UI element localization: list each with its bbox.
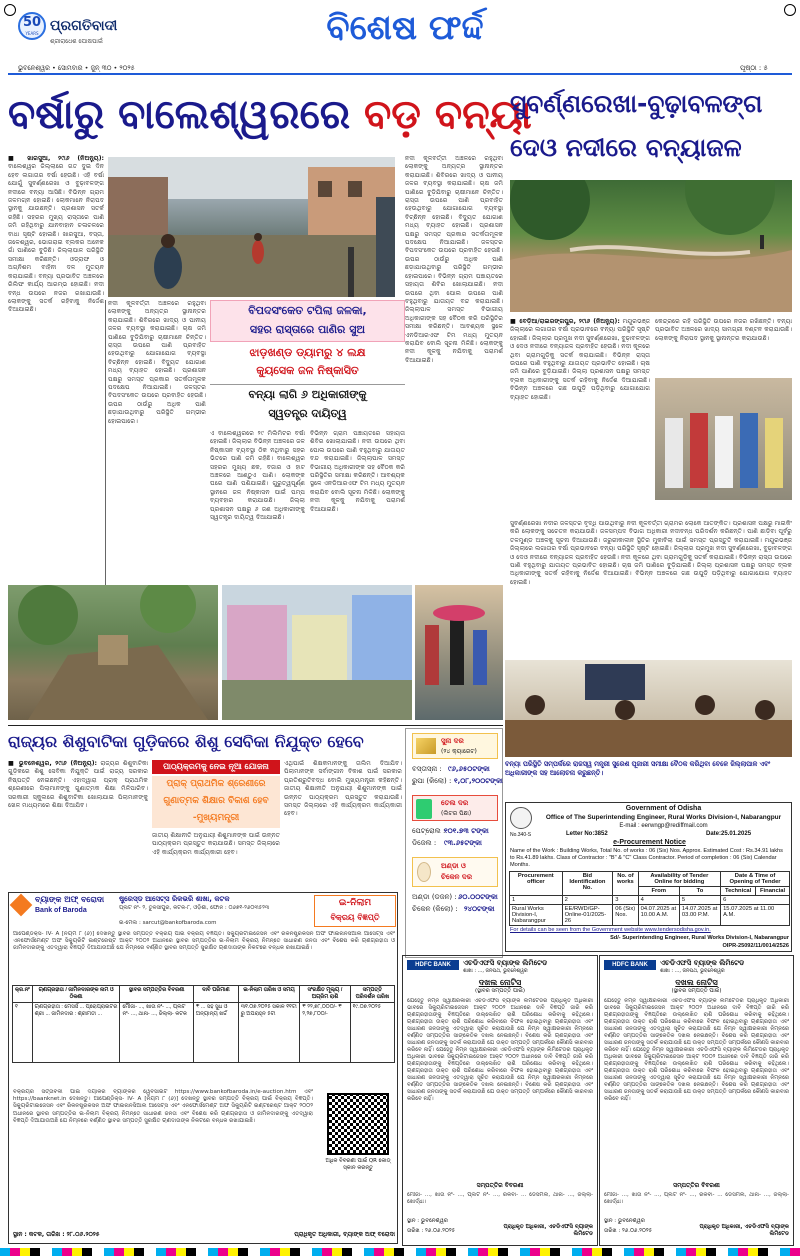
paper-name: ପ୍ରଗତିବାଦୀ (50, 18, 118, 34)
table-header: କ୍ର.ନଂ (13, 986, 33, 1003)
bob-qr-code[interactable] (327, 1093, 389, 1155)
hdfc-schedule: ମୌଜା- ..., ଖାତା ନଂ- ..., ପ୍ଲଟ ନଂ- ..., ରକବା- ... ଡେସିମିଲ, ଥାନା- ..., ଜିଲ୍ଲା- ଖୋର୍ଦ୍ଧା। (407, 1192, 593, 1205)
market-box (405, 728, 503, 958)
govt-notice (505, 802, 792, 952)
second-headline (510, 82, 792, 174)
egg-label: ଅଣ୍ଡା ଓ (441, 862, 466, 870)
photo-caption: ବନ୍ୟା ପରିସ୍ଥିତି ସମ୍ପର୍କରେ ରାଜସ୍ୱ ମନ୍ତ୍ରୀ ସୁରେଶ ପୂଜାରୀ ସମୀକ୍ଷା ବୈଠକ କରିଥିବା ବେଳେ ଜିଲ୍ଲାପାଳ ଏବଂ ଅଧିକାରୀଙ୍କ ସହ ଆଲୋଚନା କରୁଛନ୍ତି। (505, 760, 771, 777)
people-wading-photo (415, 585, 503, 720)
gold-sub: (୨୪ କ୍ୟାରେଟ) (441, 748, 477, 755)
table-header: Availability of Tender Online for bidding (638, 872, 720, 887)
bob-name-odia: ବ୍ୟାଙ୍କ ଅଫ୍ ବରୋଦା (35, 895, 105, 904)
govt-header1: Government of Odisha (625, 805, 702, 812)
hdfc-body-text: ଯେହେତୁ ନିମ୍ନ ସ୍ୱାକ୍ଷରକାରୀ ଏଚଡିଏଫସି ବ୍ୟାଙ୍କ ଲିମିଟେଡର ପ୍ରାଧିକୃତ ଅଧିକାରୀ ଭାବରେ ସିକ୍ୟୁରିଟାଇଜେସନ ଆକ୍ଟ ୨୦୦୨ ଅଧୀନରେ ଦାବି ବିଜ୍ଞପ୍ତି ଜାରି କରି ଋଣଗ୍ରହୀତାଙ୍କୁ ବିଜ୍ଞପ୍ତିରେ ଉଲ୍ଲେଖିତ ରାଶି ପରିଶୋଧ କରିବାକୁ କହିଥିଲେ। ଋଣଗ୍ରହୀତା ଉକ୍ତ ରାଶି ପରିଶୋଧ କରିବାରେ ବିଫଳ ହୋଇଥିବାରୁ ଋଣଗ୍ରହୀତା ଏବଂ ସାଧାରଣ ଜନତାଙ୍କୁ ଏତଦ୍ୱାରା ସୂଚିତ କରାଯାଉଛି ଯେ ନିମ୍ନ ସ୍ୱାକ୍ଷରକାରୀ ନିମ୍ନରେ ବର୍ଣ୍ଣିତ ସମ୍ପତ୍ତିର ସାଙ୍କେତିକ ଦଖଲ ନେଇଛନ୍ତି। ବିଶେଷ କରି ଋଣଗ୍ରହୀତା ଏବଂ ସାଧାରଣ ଜନତାଙ୍କୁ ସତର୍କ କରାଯାଉଛି ଯେ ଉକ୍ତ ସମ୍ପତ୍ତି ସମ୍ପର୍କରେ କୌଣସି କାରବାର କରିବେ ନାହିଁ। (407, 998, 593, 1053)
govt-header2: Office of The Superintending Engineer, Rural Works Division-I, Nabarangpur (545, 814, 782, 821)
embankment-svg (8, 585, 218, 720)
third-kicker: ପାଠ୍ୟକ୍ରମକୁ ନେଇ ନୂଆ ଯୋଜନା (152, 760, 280, 774)
lead-headline-highlight: ବଡ଼ ବନ୍ୟା (363, 92, 532, 138)
collapsed-embankment-photo (8, 585, 218, 720)
table-cell: ମୌଜା- ..., ଖାତା ନଂ- ..., ପ୍ଲଟ ନଂ- ..., ଥାନା- ..., ଜିଲ୍ଲା- କଟକ (120, 1003, 193, 1063)
silver-value: ୧,୦୮,୨୦୦ଟଙ୍କା (454, 777, 503, 785)
subhead-box-3 (210, 384, 405, 424)
egg-price-value: ୬୦.୦୦ଟଙ୍କା (458, 893, 498, 901)
bob-place-date: ସ୍ଥାନ : କଟକ, ତାରିଖ : ୨୮.୦୬.୨୦୨୫ (13, 1231, 100, 1238)
odisha-emblem-icon (510, 807, 532, 829)
lead-body-col2 (108, 300, 206, 600)
table-cell: 1 (510, 896, 563, 905)
river-flood-photo (510, 180, 792, 312)
table-cell: 06 (Six) Nos. (613, 905, 638, 926)
section-rule (8, 725, 503, 726)
second-headline-line1: ସୁବର୍ଣ୍ଣରେଖା-ବୁଢ଼ାବଳଙ୍ଗ (510, 89, 763, 118)
street-scene-svg (108, 157, 395, 297)
table-cell: EE/RWD/GP-Online-01/2025-26 (562, 905, 613, 926)
river-svg (510, 180, 792, 312)
govt-email: E-mail : eerwngp@rediffmail.com (619, 823, 708, 829)
bob-signatory: ପ୍ରାଧିକୃତ ଅଧିକାରୀ, ବ୍ୟାଙ୍କ ଅଫ୍ ବରୋଦା (294, 1231, 395, 1238)
lead-lead-in: ■ ଖାରସୁଆ, ୨୯ା୬ (ନିଅନ୍ୟୁ): (8, 155, 104, 162)
third-headline: ରାଜ୍ୟର ଶିଶୁବାଟିକା ଗୁଡ଼ିକରେ ଶିଶୁ ସେବିକା ନିଯୁକ୍ତ ହେବେ (8, 732, 364, 751)
govt-oipr: OIPR-25092/11/0014/2526 (722, 943, 789, 949)
table-cell: ୧୯.୦୭.୨୦୨୫ (350, 1003, 394, 1063)
hdfc-schedule-title: ସମ୍ପତ୍ତିର ବିବରଣୀ (673, 1182, 720, 1189)
paper-logo (18, 12, 168, 52)
hdfc-notice-sub: (ସ୍ଥାବର ସମ୍ପତ୍ତି ପାଇଁ) (474, 988, 526, 994)
silver-label: ରୁପା (କିଲୋ) : (412, 777, 452, 785)
table-cell: 04.07.2025 at 10.00 A.M. (638, 905, 679, 926)
hdfc-title: ଏଚଡିଏଫସି ବ୍ୟାଙ୍କ ଲିମିଟେଡ (463, 959, 548, 967)
table-cell: 4 (638, 896, 679, 905)
bob-terms (13, 1089, 313, 1229)
govt-body: Name of the Work : Building Works, Total No. of works : 06 (Six) Nos. Approx. Estimated Cost : Rs.34.91 lakhs to Rs.41.89 lakhs. Class of Contractor : "B" & "C" Class Contractor. Period of completion : 06 (Six) Calendar Months. (510, 848, 783, 868)
table-cell: 6 (721, 896, 790, 905)
fuel-label: ତେଲ ଦର (441, 799, 469, 807)
second-body-col1 (510, 318, 650, 518)
bob-auction-title (314, 895, 396, 927)
lead-body-col5 (405, 155, 503, 595)
second-body-text-extra: ମୟୂରଭଞ୍ଜ ଜିଲ୍ଲାରେ ଲଗାତାର ବର୍ଷା ପ୍ରଭାବରେ ବନ୍ୟା ପରିସ୍ଥିତି ସୃଷ୍ଟି ହୋଇଛି। ଜିଲ୍ଲାର ପ୍ରମୁଖ ନଦୀ ସୁବର୍ଣ୍ଣରେଖା, ବୁଢ଼ାବଳଙ୍ଗ ଓ ଦେଓ ନଦୀରେ ବନ୍ୟାଜଳ ପ୍ରବାହିତ ହେଉଛି। ନଦୀ କୂଳରେ ଥିବା ଗ୍ରାମଗୁଡ଼ିକୁ ସତର୍କ କରାଯାଇଛି। ବିଭିନ୍ନ ରାସ୍ତା ଉପରେ ପାଣି ବହୁଥିବାରୁ ଯାତାୟତ ପ୍ରଭାବିତ ହୋଇଛି। ଚାଷ ଜମି ପାଣିରେ ବୁଡ଼ିଯାଇଛି। ଜିଲ୍ଲା ପ୍ରଶାସନ ପକ୍ଷରୁ ସମସ୍ତ ବ୍ଲକ ଅଧିକାରୀଙ୍କୁ ସତର୍କ ରହିବାକୁ ନିର୍ଦ୍ଦେଶ ଦିଆଯାଇଛି। ବିଭିନ୍ନ ଅଞ୍ଚଳରେ ଗଛ ଉପୁଡ଼ି ପଡ଼ିଥିବାରୁ ଯୋଗାଯୋଗ ବ୍ୟାହତ ହୋଇଛି। (510, 536, 792, 586)
subhead-2-line2: କ୍ୟୁସେକ ଜଳ ନିଷ୍କାସିତ (256, 364, 359, 377)
subhead-1-line1: ବିପଦସଂକେତ ଟପିଲା ଜଳକା, (248, 304, 367, 317)
hdfc-body-text-extra: ଯେହେତୁ ନିମ୍ନ ସ୍ୱାକ୍ଷରକାରୀ ଏଚଡିଏଫସି ବ୍ୟାଙ୍କ ଲିମିଟେଡର ପ୍ରାଧିକୃତ ଅଧିକାରୀ ଭାବରେ ସିକ୍ୟୁରିଟାଇଜେସନ ଆକ୍ଟ ୨୦୦୨ ଅଧୀନରେ ଦାବି ବିଜ୍ଞପ୍ତି ଜାରି କରି ଋଣଗ୍ରହୀତାଙ୍କୁ ବିଜ୍ଞପ୍ତିରେ ଉଲ୍ଲେଖିତ ରାଶି ପରିଶୋଧ କରିବାକୁ କହିଥିଲେ। ଋଣଗ୍ରହୀତା ଉକ୍ତ ରାଶି ପରିଶୋଧ କରିବାରେ ବିଫଳ ହୋଇଥିବାରୁ ଋଣଗ୍ରହୀତା ଏବଂ ସାଧାରଣ ଜନତାଙ୍କୁ ଏତଦ୍ୱାରା ସୂଚିତ କରାଯାଉଛି ଯେ ନିମ୍ନ ସ୍ୱାକ୍ଷରକାରୀ ନିମ୍ନରେ ବର୍ଣ୍ଣିତ ସମ୍ପତ୍ତିର ସାଙ୍କେତିକ ଦଖଲ ନେଇଛନ୍ତି। ବିଶେଷ କରି ଋଣଗ୍ରହୀତା ଏବଂ ସାଧାରଣ ଜନତାଙ୍କୁ ସତର୍କ କରାଯାଉଛି ଯେ ଉକ୍ତ ସମ୍ପତ୍ତି ସମ୍ପର୍କରେ କୌଣସି କାରବାର କରିବେ ନାହିଁ। (604, 1047, 789, 1102)
bob-branch-addr: ପ୍ଲଟ ନଂ- ୨, ତୁଳସୀପୁର, କଟକ-୮, ଓଡ଼ିଶା, ଫୋନ : ୦୬୭୧-୨୬୦୩୫୨୩ (119, 905, 270, 911)
page-label: ପୃଷ୍ଠା : ୫ (740, 64, 768, 72)
lead-body-text: ବିଭିନ୍ନ ଗ୍ରାମ ପଞ୍ଚାୟତରେ ସହାୟତା ଶିବିର ଖୋଲାଯାଇଛି। ନଦୀ ଉପରେ ଥିବା ପୋଲ ଉପରେ ପାଣି ବହୁଥିବାରୁ ଯାତାୟତ ବନ୍ଦ କରାଯାଇଛି। ଜିଲ୍ଲାପାଳ ସମସ୍ତ ବିଭାଗୀୟ ଅଧିକାରୀଙ୍କ ସହ ବୈଠକ କରି ପରିସ୍ଥିତିର ସମୀକ୍ଷା କରିଛନ୍ତି। ଆବଶ୍ୟକ ସ୍ଥଳେ ଏନଡିଆରଏଫ ଟିମ ମଧ୍ୟ ମୁତୟନ କରାଯିବ ବୋଲି ସୂଚନା ମିଳିଛି। ଲୋକଙ୍କୁ ନଦୀ କୂଳକୁ ନଯିବାକୁ ପରାମର୍ଶ ଦିଆଯାଇଛି। (310, 430, 405, 513)
fuel-pump-icon (416, 799, 432, 819)
table-cell: ଋଣଗ୍ରହୀତା : ମେସର୍ସ ... ପ୍ରୋପ୍ରାଇଟର ଶ୍ରୀ ... ଜାମିନଦାର : ଶ୍ରୀମତୀ ... (32, 1003, 120, 1063)
lead-body-text: ନଦୀ କୂଳବର୍ତ୍ତୀ ଅଞ୍ଚଳରେ ରହୁଥିବା ଲୋକଙ୍କୁ ଅନ୍ୟତ୍ର ସ୍ଥାନାନ୍ତର କରାଯାଇଛି। ଶିବିରରେ ଖାଦ୍ୟ ଓ ପାନୀୟ ଜଳର ବ୍ୟବସ୍ଥା କରାଯାଇଛି। ଚାଷ ଜମି ପାଣିରେ ବୁଡ଼ିଯିବାରୁ ଚାଷୀମାନେ ଚିନ୍ତିତ। ରାସ୍ତା ଉପରେ ପାଣି ପ୍ରବାହିତ ହେଉଥିବାରୁ ଯୋଗାଯୋଗ ବ୍ୟବସ୍ଥା ବିଚ୍ଛିନ୍ନ ହୋଇଛି। ବିଦ୍ୟୁତ ଯୋଗାଣ ମଧ୍ୟ ବ୍ୟାହତ ହୋଇଛି। ପ୍ରଶାସନ ପକ୍ଷରୁ ସମସ୍ତ ପ୍ରକାର ସତର୍କତାମୂଳକ ପଦକ୍ଷେପ ନିଆଯାଇଛି। ଜଳସ୍ତର ବିପଦସଂକେତ ଉପରେ ପ୍ରବାହିତ ହେଉଛି। ଉପର ଠାଉଁରୁ ଅଧିକ ପାଣି ଛଡ଼ାଯାଉଥିବାରୁ ପରିସ୍ଥିତି ଗମ୍ଭୀର ହୋଇପାରେ। (108, 300, 206, 425)
people-svg (415, 585, 503, 720)
table-cell: 5 (679, 896, 720, 905)
chicken-label: ଚିକେନ (କିଲୋ) : (412, 905, 458, 913)
hdfc-place: ସ୍ଥାନ : ଭୁବନେଶ୍ୱର (407, 1218, 448, 1224)
table-cell: 2 (562, 896, 613, 905)
hdfc-notice-1 (402, 955, 598, 1246)
gold-badge (412, 733, 498, 759)
govt-no-left: No.340-S (510, 832, 532, 838)
hdfc-logo-icon: HDFC BANK (407, 960, 459, 970)
anniversary-label: YEARS (25, 31, 39, 36)
table-header: No. of works (613, 872, 638, 896)
hdfc-sign: ପ୍ରାଧିକୃତ ଅଧିକାରୀ, ଏଚଡିଏଫସି ବ୍ୟାଙ୍କ ଲିମିଟେଡ (503, 1224, 593, 1237)
bob-auction-line2: ବିକ୍ରୟ ବିଜ୍ଞପ୍ତି (330, 913, 380, 922)
table-header: ସ୍ଥାବର ସମ୍ପତ୍ତିର ବିବରଣୀ (120, 986, 193, 1003)
column-rule (105, 300, 106, 600)
hdfc-date: ତାରିଖ : ୨୬.୦୬.୨୦୨୫ (604, 1228, 653, 1234)
bob-auction-line1: ଇ-ନିଲାମ (338, 898, 372, 908)
hdfc-body (407, 998, 593, 1178)
bob-property-table (12, 985, 395, 1063)
hdfc-sub: ଶାଖା : ..., ଜନପଥ, ଭୁବନେଶ୍ୱର (463, 968, 528, 974)
lead-body-text-extra: ବିଭିନ୍ନ ଗ୍ରାମ ପଞ୍ଚାୟତରେ ସହାୟତା ଶିବିର ଖୋଲାଯାଇଛି। ନଦୀ ଉପରେ ଥିବା ପୋଲ ଉପରେ ପାଣି ବହୁଥିବାରୁ ଯାତାୟତ ବନ୍ଦ କରାଯାଇଛି। ଜିଲ୍ଲାପାଳ ସମସ୍ତ ବିଭାଗୀୟ ଅଧିକାରୀଙ୍କ ସହ ବୈଠକ କରି ପରିସ୍ଥିତିର ସମୀକ୍ଷା କରିଛନ୍ତି। ଆବଶ୍ୟକ ସ୍ଥଳେ ଏନଡିଆରଏଫ ଟିମ ମଧ୍ୟ ମୁତୟନ କରାଯିବ ବୋଲି ସୂଚନା ମିଳିଛି। ଲୋକଙ୍କୁ ନଦୀ କୂଳକୁ ନଯିବାକୁ ପରାମର୍ଶ ଦିଆଯାଇଛି। (405, 272, 503, 364)
second-body-text: ସୁବର୍ଣ୍ଣରେଖା ନଦୀର ଜଳସ୍ତର ବୃଦ୍ଧି ପାଉଥିବାରୁ ନଦୀ କୂଳବର୍ତ୍ତୀ ଗ୍ରାମର ଲୋକେ ଆତଙ୍କିତ। ପ୍ରଶାସନ ପକ୍ଷରୁ ମାଇକିଂ କରି ଲୋକଙ୍କୁ ସଚେତନ କରାଯାଉଛି। ଜଳସମ୍ପଦ ବିଭାଗ ଅଧିକାରୀ ନଦୀବନ୍ଧ ପରିଦର୍ଶନ କରିଛନ୍ତି। ପାଣି ଛାଡ଼ିବା ପୂର୍ବରୁ ତଳମୁଣ୍ଡ ଅଞ୍ଚଳକୁ ସୂଚନା ଦିଆଯାଉଛି। ଜରୁରୀକାଳୀନ ସ୍ଥିତିର ମୁକାବିଲା ପାଇଁ ସମସ୍ତ ପ୍ରସ୍ତୁତି କରାଯାଇଛି। (510, 520, 792, 544)
fuel-sub: (ଲିଟର ପିଛା) (441, 810, 472, 817)
table-header: Technical (721, 887, 756, 896)
bob-name-en: Bank of Baroda (35, 907, 87, 914)
hdfc-sub: ଶାଖା : ..., ଜନପଥ, ଭୁବନେଶ୍ୱର (660, 968, 725, 974)
table-header: Bid Identification No. (562, 872, 613, 896)
second-body-col3 (510, 520, 792, 655)
third-highlight-box (152, 776, 280, 828)
second-lead-in: ■ ବେଡ଼ିଆ/ରାଇରଙ୍ଗପୁର, ୨୯ା୬ (ନିଅନ୍ୟୁ): (510, 318, 620, 325)
subhead-3-line1: ବନ୍ୟା ଲାଗି ୬ ଅଧିକାରୀଙ୍କୁ (248, 388, 367, 401)
govt-sign: Sd/- Superintending Engineer, Rural Works Division-I, Nabarangpur (610, 935, 789, 941)
hdfc-place: ସ୍ଥାନ : ଭୁବନେଶ୍ୱର (604, 1218, 645, 1224)
bob-terms-text: ବିକ୍ରୟର ସର୍ତ୍ତାବଳୀ ପାଇଁ ଦୟାକରି ବ୍ୟାଙ୍କର ୱେବସାଇଟ https://www.bankofbaroda.in/e-auction.htm ଏବଂ https://baanknet.in ଦେଖନ୍ତୁ। (13, 1089, 313, 1103)
govt-date: Date:25.01.2025 (706, 831, 752, 837)
diesel-label: ଡିଜେଲ : (412, 839, 437, 847)
houses-svg (222, 585, 412, 720)
masthead-rule (8, 73, 792, 75)
lead-body-text: ବାଲେଶ୍ୱର ଜିଲ୍ଲାରେ ଗତ ଦୁଇ ଦିନ ହେବ ଲଗାତାର ବର୍ଷା ହେଉଛି। ଏହି ବର୍ଷା ଯୋଗୁଁ ସୁବର୍ଣ୍ଣରେଖା ଓ ବୁଢ଼ାବଳଙ୍ଗ ନଦୀରେ ବନ୍ୟା ଆସିଛି। ବିଭିନ୍ନ ଗ୍ରାମ ଜଳମଗ୍ନ ହୋଇଛି। ଲୋକମାନେ ନିରାପଦ ସ୍ଥାନକୁ ଯାଉଛନ୍ତି। ପ୍ରଶାସନ ସତର୍କ ରହିଛି। ସହରର ମୁଖ୍ୟ ରାସ୍ତାରେ ପାଣି ଜମି ରହିଥିବାରୁ ଯାନବାହାନ ଚଳାଚଳରେ ବାଧା ସୃଷ୍ଟି ହୋଇଛି। ଖାରସୁଆ, ବସ୍ତା, ଜଳେଶ୍ୱର, ଭୋଗରାଇ ବ୍ଲକର ଅନେକ ଗାଁ ପାଣିରେ ବୁଡ଼ିଛି। ଜିଲ୍ଲାପାଳ ପରିସ୍ଥିତି ସମୀକ୍ଷା କରିଛନ୍ତି। ଓଡ୍ରାଫ ଓ ଅଗ୍ନିଶମ ବାହିନୀ ଦଳ ମୁତୟନ କରାଯାଇଛି। ବନ୍ୟା ପ୍ରଭାବିତ ଅଞ୍ଚଳରେ ରିଲିଫ କାର୍ଯ୍ୟ ଆରମ୍ଭ ହୋଇଛି। ନଦୀ ବନ୍ଧ ଉପରେ ନଜର ରଖାଯାଉଛି। ଲୋକଙ୍କୁ ସତର୍କ ରହିବାକୁ ନିର୍ଦ୍ଦେଶ ଦିଆଯାଇଛି। (8, 163, 104, 314)
third-highlight-line1: ପ୍ରାକ୍ ପ୍ରାଥମିକ ଶ୍ରେଣୀରେ (166, 779, 266, 789)
hdfc-title: ଏଚଡିଏଫସି ବ୍ୟାଙ୍କ ଲିମିଟେଡ (660, 959, 745, 967)
subhead-2-line1: ଝାଡ଼ଖଣ୍ଡ ଡ୍ୟାମରୁ ୪ ଲକ୍ଷ (249, 346, 366, 359)
subhead-box-2 (210, 344, 405, 382)
table-cell: ₹ ... ସହ ସୁଧ ଓ ଅନ୍ୟାନ୍ୟ ଖର୍ଚ୍ଚ (193, 1003, 238, 1063)
bob-branch-title: ଷ୍ଟ୍ରେସ୍ଡ ଆସେଟ୍ସ ରିକଭରି ଶାଖା, କଟକ (119, 895, 230, 903)
table-header: Date & Time of Opening of Tender (721, 872, 790, 887)
dateline: ଭୁବନେଶ୍ୱର • ସୋମବାର • ଜୁନ୍ ୩୦ • ୨୦୨୫ (18, 64, 135, 72)
flooded-street-photo (108, 157, 395, 297)
table-header: Procurement officer (510, 872, 563, 896)
officials-svg (655, 378, 792, 500)
anniversary-badge (18, 12, 46, 40)
govt-title: e-Procurement Notice (613, 839, 686, 846)
hdfc-sign: ପ୍ରାଧିକୃତ ଅଧିକାରୀ, ଏଚଡିଏଫସି ବ୍ୟାଙ୍କ ଲିମିଟେଡ (699, 1224, 789, 1237)
third-body-text: ଏଥିପାଇଁ ଶିକ୍ଷକମାନଙ୍କୁ ତାଲିମ ଦିଆଯିବ। ପିଲାମାନଙ୍କ ସର୍ବାଙ୍ଗୀନ ବିକାଶ ପାଇଁ ସରକାର ପ୍ରତିଶ୍ରୁତିବଦ୍ଧ ବୋଲି ମୁଖ୍ୟମନ୍ତ୍ରୀ କହିଛନ୍ତି। (284, 760, 402, 784)
waterlogged-houses-photo (222, 585, 412, 720)
egg-price-label: ଅଣ୍ଡା (ଡଜନ) : (412, 893, 457, 901)
gold-price-label: ବସ୍ତାସ୍ନା : (412, 765, 442, 773)
third-body-text: ରାଜ୍ୟର ଶିଶୁବାଟିକା ଗୁଡ଼ିକରେ ଶିଶୁ ସେବିକା ନିଯୁକ୍ତି ପାଇଁ ରାଜ୍ୟ ସରକାର ନିଷ୍ପତ୍ତି ନେଇଛନ୍ତି। ଏହାଦ୍ୱାରା ପ୍ରାକ୍ ପ୍ରାଥମିକ ଶ୍ରେଣୀରେ ପିଲାମାନଙ୍କୁ ଗୁଣାତ୍ମକ ଶିକ୍ଷା ମିଳିପାରିବ। ସରକାରୀ ସ୍କୁଲରେ ଶିଶୁବାଟିକା ଖୋଲାଯାଇ ପିଲାମାନଙ୍କୁ ଖେଳ ମାଧ୍ୟମରେ ଶିକ୍ଷା ଦିଆଯିବ। (8, 760, 148, 810)
lead-body-col3 (210, 430, 305, 580)
third-body-col3 (284, 760, 402, 888)
gold-label: ସୁନା ଦର (441, 737, 464, 745)
third-body-text: ଜାତୀୟ ଶିକ୍ଷାନୀତି ଅନୁଯାୟୀ ଶିଶୁମାନଙ୍କ ପାଇଁ ଉନ୍ନତ ପାଠ୍ୟକ୍ରମ ପ୍ରସ୍ତୁତ କରାଯାଉଛି। ସମସ୍ତ ଜିଲ୍ଲାରେ ଏହି କାର୍ଯ୍ୟକ୍ରମ କାର୍ଯ୍ୟକାରୀ ହେବ। (152, 832, 280, 856)
hdfc-logo-icon: HDFC BANK (604, 960, 656, 970)
gold-price-value: ୯୬,୬୫୦ଟଙ୍କା (448, 765, 490, 773)
subhead-1-line2: ସହର ରାସ୍ତାରେ ପାଣିର ସୁଅ (249, 323, 366, 336)
egg-badge (412, 857, 498, 887)
hdfc-body-text: ଯେହେତୁ ନିମ୍ନ ସ୍ୱାକ୍ଷରକାରୀ ଏଚଡିଏଫସି ବ୍ୟାଙ୍କ ଲିମିଟେଡର ପ୍ରାଧିକୃତ ଅଧିକାରୀ ଭାବରେ ସିକ୍ୟୁରିଟାଇଜେସନ ଆକ୍ଟ ୨୦୦୨ ଅଧୀନରେ ଦାବି ବିଜ୍ଞପ୍ତି ଜାରି କରି ଋଣଗ୍ରହୀତାଙ୍କୁ ବିଜ୍ଞପ୍ତିରେ ଉଲ୍ଲେଖିତ ରାଶି ପରିଶୋଧ କରିବାକୁ କହିଥିଲେ। ଋଣଗ୍ରହୀତା ଉକ୍ତ ରାଶି ପରିଶୋଧ କରିବାରେ ବିଫଳ ହୋଇଥିବାରୁ ଋଣଗ୍ରହୀତା ଏବଂ ସାଧାରଣ ଜନତାଙ୍କୁ ଏତଦ୍ୱାରା ସୂଚିତ କରାଯାଉଛି ଯେ ନିମ୍ନ ସ୍ୱାକ୍ଷରକାରୀ ନିମ୍ନରେ ବର୍ଣ୍ଣିତ ସମ୍ପତ୍ତିର ସାଙ୍କେତିକ ଦଖଲ ନେଇଛନ୍ତି। ବିଶେଷ କରି ଋଣଗ୍ରହୀତା ଏବଂ ସାଧାରଣ ଜନତାଙ୍କୁ ସତର୍କ କରାଯାଉଛି ଯେ ଉକ୍ତ ସମ୍ପତ୍ତି ସମ୍ପର୍କରେ କୌଣସି କାରବାର କରିବେ ନାହିଁ। (604, 998, 789, 1053)
bob-terms-extra: ଆପେଣ୍ଡିକ୍ସ- IV- A [ନିୟମ ୮ (୬)] ଦେଖନ୍ତୁ ସ୍ଥାବର ସମ୍ପତ୍ତି ବିକ୍ରୟ ପାଇଁ ବିକ୍ରୟ ବିଜ୍ଞପ୍ତି। ସିକ୍ୟୁରିଟାଇଜେସନ ଏବଂ ରିକନଷ୍ଟ୍ରକସନ ଅଫ ଫାଇନାନସିଆଲ ଆସେଟ୍ସ ଏବଂ ଏନଫୋର୍ସମେଣ୍ଟ ଅଫ ସିକ୍ୟୁରିଟି ଇଣ୍ଟରେଷ୍ଟ ଆକ୍ଟ ୨୦୦୨ ଅଧୀନରେ ସ୍ଥାବର ସମ୍ପତ୍ତିର ଇ-ନିଲାମ ବିକ୍ରୟ ନିମନ୍ତେ ସାଧାରଣ ଜନତା ଏବଂ ବିଶେଷ କରି ଋଣଗ୍ରହୀତା ଓ ଜାମିନଦାରଙ୍କୁ ଏତଦ୍ୱାରା ବିଜ୍ଞପ୍ତି ଦିଆଯାଉଅଛି ଯେ ନିମ୍ନରେ ବର୍ଣ୍ଣିତ ସ୍ଥାବର ସମ୍ପତ୍ତି ସୁରକ୍ଷିତ ଋଣଦାତାଙ୍କ ନିକଟରେ ବନ୍ଧକ ରଖାଯାଇଛି। (13, 1096, 313, 1124)
lead-body-text: ଏ ବାଲେଶ୍ୱରରେ ୨୯ ମିଲିମିଟର ବର୍ଷା ହୋଇଛି। ଜିଲ୍ଲାର ବିଭିନ୍ନ ଅଞ୍ଚଳରେ ଜଳ ନିଷ୍କାସନ ବ୍ୟବସ୍ଥା ଠିକ ନଥିବାରୁ ସହର ଭିତରେ ପାଣି ଜମି ରହିଛି। ବାଲେଶ୍ୱର ସହରର ମୁଖ୍ୟ ଛକ, ବଜାର ଓ ହାଟ ଅଞ୍ଚଳରେ ଆଣ୍ଠୁଏ ପାଣି। ଲୋକଙ୍କ ଘରେ ପାଣି ପଶିଯାଇଛି। ଗୁରୁତ୍ୱପୂର୍ଣ୍ଣ ସ୍ଥାନରେ ଜଳ ନିଷ୍କାସନ ପାଇଁ ପମ୍ପ ବ୍ୟବହାର କରାଯାଉଛି। ଜିଲ୍ଲା ପ୍ରଶାସନ ପକ୍ଷରୁ ୬ ଜଣ ଅଧିକାରୀଙ୍କୁ ସ୍ୱତନ୍ତ୍ର ଦାୟିତ୍ୱ ଦିଆଯାଇଛି। (210, 430, 305, 522)
table-header: ଋଣଗ୍ରହୀତା / ଜାମିନଦାରଙ୍କ ନାମ ଓ ଠିକଣା (32, 986, 120, 1003)
hdfc-notice-sub: (ସ୍ଥାବର ସମ୍ପତ୍ତି ପାଇଁ) (671, 988, 722, 994)
govt-letter-no: Letter No:3852 (566, 831, 608, 837)
third-body-col2 (152, 832, 280, 888)
diesel-value: ୯୩.୬୫ଟଙ୍କା (444, 839, 482, 847)
second-body-col2 (655, 318, 792, 373)
lead-body-col4 (310, 430, 405, 580)
fuel-badge (412, 795, 498, 821)
officials-photo (655, 378, 792, 500)
second-body-text: କେନ୍ଦ୍ରରେ ରହି ପରିସ୍ଥିତି ଉପରେ ନଜର ରଖିଛନ୍ତି। ବନ୍ୟା ପ୍ରଭାବିତ ଅଞ୍ଚଳରେ ଖାଦ୍ୟ ସାମଗ୍ରୀ ବଣ୍ଟନ କରାଯାଉଛି। ଲୋକଙ୍କୁ ନିରାପଦ ସ୍ଥାନକୁ ସ୍ଥାନାନ୍ତର କରାଯାଉଛି। (655, 318, 792, 342)
hdfc-notice-title: ଦଖଲ ନୋଟିସ (478, 978, 522, 987)
hdfc-schedule-title: ସମ୍ପତ୍ତିର ବିବରଣୀ (476, 1182, 524, 1189)
table-header: ଇ-ନିଲାମ ତାରିଖ ଓ ସମୟ (238, 986, 300, 1003)
color-calibration-bar (0, 1248, 800, 1256)
govt-tender-table (509, 871, 790, 926)
table-cell: ୧ (13, 1003, 33, 1063)
third-highlight-line2: ଗୁଣାତ୍ମକ ଶିକ୍ଷାର ବିକାଶ ହେବ (163, 796, 269, 806)
table-header: ସମ୍ପତ୍ତି ପରିଦର୍ଶନ ତାରିଖ (350, 986, 394, 1003)
hdfc-schedule: ମୌଜା- ..., ଖାତା ନଂ- ..., ପ୍ଲଟ ନଂ- ..., ରକବା- ... ଡେସିମିଲ, ଥାନା- ..., ଜିଲ୍ଲା- ଖୋର୍ଦ୍ଧା। (604, 1192, 789, 1205)
petrol-value: ୧୦୧.୭୩ ଟଙ୍କା (444, 827, 489, 835)
petrol-label: ପେଟ୍ରୋଲ : (412, 827, 446, 835)
second-body-text: ମୟୂରଭଞ୍ଜ ଜିଲ୍ଲାରେ ଲଗାତାର ବର୍ଷା ପ୍ରଭାବରେ ବନ୍ୟା ପରିସ୍ଥିତି ସୃଷ୍ଟି ହୋଇଛି। ଜିଲ୍ଲାର ପ୍ରମୁଖ ନଦୀ ସୁବର୍ଣ୍ଣରେଖା, ବୁଢ଼ାବଳଙ୍ଗ ଓ ଦେଓ ନଦୀରେ ବନ୍ୟାଜଳ ପ୍ରବାହିତ ହେଉଛି। ନଦୀ କୂଳରେ ଥିବା ଗ୍ରାମଗୁଡ଼ିକୁ ସତର୍କ କରାଯାଇଛି। ବିଭିନ୍ନ ରାସ୍ତା ଉପରେ ପାଣି ବହୁଥିବାରୁ ଯାତାୟତ ପ୍ରଭାବିତ ହୋଇଛି। ଚାଷ ଜମି ପାଣିରେ ବୁଡ଼ିଯାଇଛି। ଜିଲ୍ଲା ପ୍ରଶାସନ ପକ୍ଷରୁ ସମସ୍ତ ବ୍ଲକ ଅଧିକାରୀଙ୍କୁ ସତର୍କ ରହିବାକୁ ନିର୍ଦ୍ଦେଶ ଦିଆଯାଇଛି। ବିଭିନ୍ନ ଅଞ୍ଚଳରେ ଗଛ ଉପୁଡ଼ି ପଡ଼ିଥିବାରୁ ଯୋଗାଯୋଗ ବ୍ୟାହତ ହୋଇଛି। (510, 318, 650, 401)
table-cell: ₹ ୨୨,୭୮,୦୦୦/- ₹ ୨,୨୭,୮୦୦/- (300, 1003, 350, 1063)
section-title: ବିଶେଷ ଫର୍ଦ୍ଦ (326, 8, 484, 48)
table-cell: ୩୧.୦୭.୨୦୨୫ ସକାଳ ୧୧ଟା ରୁ ଅପରାହ୍ନ ୫ଟା (238, 1003, 300, 1063)
meeting-svg (505, 660, 792, 757)
lead-body-text: ନଦୀ କୂଳବର୍ତ୍ତୀ ଅଞ୍ଚଳରେ ରହୁଥିବା ଲୋକଙ୍କୁ ଅନ୍ୟତ୍ର ସ୍ଥାନାନ୍ତର କରାଯାଇଛି। ଶିବିରରେ ଖାଦ୍ୟ ଓ ପାନୀୟ ଜଳର ବ୍ୟବସ୍ଥା କରାଯାଇଛି। ଚାଷ ଜମି ପାଣିରେ ବୁଡ଼ିଯିବାରୁ ଚାଷୀମାନେ ଚିନ୍ତିତ। ରାସ୍ତା ଉପରେ ପାଣି ପ୍ରବାହିତ ହେଉଥିବାରୁ ଯୋଗାଯୋଗ ବ୍ୟବସ୍ଥା ବିଚ୍ଛିନ୍ନ ହୋଇଛି। ବିଦ୍ୟୁତ ଯୋଗାଣ ମଧ୍ୟ ବ୍ୟାହତ ହୋଇଛି। ପ୍ରଶାସନ ପକ୍ଷରୁ ସମସ୍ତ ପ୍ରକାର ସତର୍କତାମୂଳକ ପଦକ୍ଷେପ ନିଆଯାଇଛି। ଜଳସ୍ତର ବିପଦସଂକେତ ଉପରେ ପ୍ରବାହିତ ହେଉଛି। ଉପର ଠାଉଁରୁ ଅଧିକ ପାଣି ଛଡ଼ାଯାଉଥିବାରୁ ପରିସ୍ଥିତି ଗମ୍ଭୀର ହୋଇପାରେ। (405, 155, 503, 280)
table-cell: 14.07.2025 at 03.00 P.M. (679, 905, 720, 926)
bob-qr-label: ଅଧିକ ବିବରଣୀ ପାଇଁ QR କୋଡ୍ ସ୍କାନ କରନ୍ତୁ (325, 1158, 391, 1171)
paper-tag: ଶ୍ରୀରାଧେଶ ଘୋଷପାଇଁ (50, 38, 103, 45)
hdfc-body-text-extra: ଯେହେତୁ ନିମ୍ନ ସ୍ୱାକ୍ଷରକାରୀ ଏଚଡିଏଫସି ବ୍ୟାଙ୍କ ଲିମିଟେଡର ପ୍ରାଧିକୃତ ଅଧିକାରୀ ଭାବରେ ସିକ୍ୟୁରିଟାଇଜେସନ ଆକ୍ଟ ୨୦୦୨ ଅଧୀନରେ ଦାବି ବିଜ୍ଞପ୍ତି ଜାରି କରି ଋଣଗ୍ରହୀତାଙ୍କୁ ବିଜ୍ଞପ୍ତିରେ ଉଲ୍ଲେଖିତ ରାଶି ପରିଶୋଧ କରିବାକୁ କହିଥିଲେ। ଋଣଗ୍ରହୀତା ଉକ୍ତ ରାଶି ପରିଶୋଧ କରିବାରେ ବିଫଳ ହୋଇଥିବାରୁ ଋଣଗ୍ରହୀତା ଏବଂ ସାଧାରଣ ଜନତାଙ୍କୁ ଏତଦ୍ୱାରା ସୂଚିତ କରାଯାଉଛି ଯେ ନିମ୍ନ ସ୍ୱାକ୍ଷରକାରୀ ନିମ୍ନରେ ବର୍ଣ୍ଣିତ ସମ୍ପତ୍ତିର ସାଙ୍କେତିକ ଦଖଲ ନେଇଛନ୍ତି। ବିଶେଷ କରି ଋଣଗ୍ରହୀତା ଏବଂ ସାଧାରଣ ଜନତାଙ୍କୁ ସତର୍କ କରାଯାଉଛି ଯେ ଉକ୍ତ ସମ୍ପତ୍ତି ସମ୍ପର୍କରେ କୌଣସି କାରବାର କରିବେ ନାହିଁ। (407, 1047, 593, 1102)
bob-intro: ଆପେଣ୍ଡିକ୍ସ- IV- A [ନିୟମ ୮ (୬)] ଦେଖନ୍ତୁ ସ୍ଥାବର ସମ୍ପତ୍ତି ବିକ୍ରୟ ପାଇଁ ବିକ୍ରୟ ବିଜ୍ଞପ୍ତି। ସିକ୍ୟୁରିଟାଇଜେସନ ଏବଂ ରିକନଷ୍ଟ୍ରକସନ ଅଫ ଫାଇନାନସିଆଲ ଆସେଟ୍ସ ଏବଂ ଏନଫୋର୍ସମେଣ୍ଟ ଅଫ ସିକ୍ୟୁରିଟି ଇଣ୍ଟରେଷ୍ଟ ଆକ୍ଟ ୨୦୦୨ ଅଧୀନରେ ସ୍ଥାବର ସମ୍ପତ୍ତିର ଇ-ନିଲାମ ବିକ୍ରୟ ନିମନ୍ତେ ସାଧାରଣ ଜନତା ଏବଂ ବିଶେଷ କରି ଋଣଗ୍ରହୀତା ଓ ଜାମିନଦାରଙ୍କୁ ଏତଦ୍ୱାରା ବିଜ୍ଞପ୍ତି ଦିଆଯାଉଅଛି ଯେ ନିମ୍ନରେ ବର୍ଣ୍ଣିତ ସ୍ଥାବର ସମ୍ପତ୍ତି ସୁରକ୍ଷିତ ଋଣଦାତାଙ୍କ ନିକଟରେ ବନ୍ଧକ ରଖାଯାଇଛି। (13, 931, 395, 952)
hdfc-body (604, 998, 789, 1178)
third-body-col1 (8, 760, 148, 888)
govt-footer-link[interactable]: For details can be seen from the Government website www.tendersodisha.gov.in. (510, 927, 711, 933)
meeting-photo (505, 660, 792, 757)
hdfc-date: ତାରିଖ : ୨୬.୦୬.୨୦୨୫ (407, 1228, 456, 1234)
subhead-box-1 (210, 300, 405, 342)
lead-headline (8, 80, 532, 150)
third-lead-in: ■ ଭୁବନେଶ୍ୱର, ୨୯ା୬ (ନିଅନ୍ୟୁ): (8, 760, 98, 767)
bob-notice (8, 892, 398, 1244)
hdfc-notice-title: ଦଖଲ ନୋଟିସ (675, 978, 718, 987)
table-header: Financial (756, 887, 790, 896)
anniversary-number: 50 (22, 15, 42, 30)
table-cell: Rural Works Division-I, Nabarangpur (510, 905, 563, 926)
hdfc-notice-2 (599, 955, 794, 1246)
masthead (0, 0, 800, 72)
subhead-3-line2: ସ୍ୱତନ୍ତ୍ର ଦାୟିତ୍ୱ (268, 407, 347, 420)
registration-mark (4, 4, 16, 16)
table-header: ସଂରକ୍ଷିତ ମୂଲ୍ୟ / ଅଗ୍ରିମ ରାଶି (300, 986, 350, 1003)
third-highlight-line3: -ମୁଖ୍ୟମନ୍ତ୍ରୀ (192, 813, 240, 823)
egg-label2: ଚିକେନ ଦର (441, 873, 473, 881)
bob-logo-icon (10, 894, 33, 917)
second-headline-line2: ଦେଓ ନଦୀରେ ବନ୍ୟାଜଳ (510, 133, 742, 162)
table-header: ଦାବି ପରିମାଣ (193, 986, 238, 1003)
third-body-text-extra: ଜାତୀୟ ଶିକ୍ଷାନୀତି ଅନୁଯାୟୀ ଶିଶୁମାନଙ୍କ ପାଇଁ ଉନ୍ନତ ପାଠ୍ୟକ୍ରମ ପ୍ରସ୍ତୁତ କରାଯାଉଛି। ସମସ୍ତ ଜିଲ୍ଲାରେ ଏହି କାର୍ଯ୍ୟକ୍ରମ କାର୍ଯ୍ୟକାରୀ ହେବ। (284, 785, 402, 818)
gold-icon (416, 738, 436, 754)
table-header: To (679, 887, 720, 896)
table-cell: 3 (613, 896, 638, 905)
egg-icon (417, 862, 431, 882)
chicken-value: ୨୪୦ଟଙ୍କା (464, 905, 495, 913)
lead-headline-text: ବର୍ଷାରୁ ବାଲେଶ୍ୱରରେ (8, 92, 364, 138)
table-header: From (638, 887, 679, 896)
table-cell: 15.07.2025 at 11.00 A.M. (721, 905, 790, 926)
bob-email: ଇ-ମେଲ : sarcut@bankofbaroda.com (119, 920, 217, 926)
registration-mark (784, 4, 796, 16)
